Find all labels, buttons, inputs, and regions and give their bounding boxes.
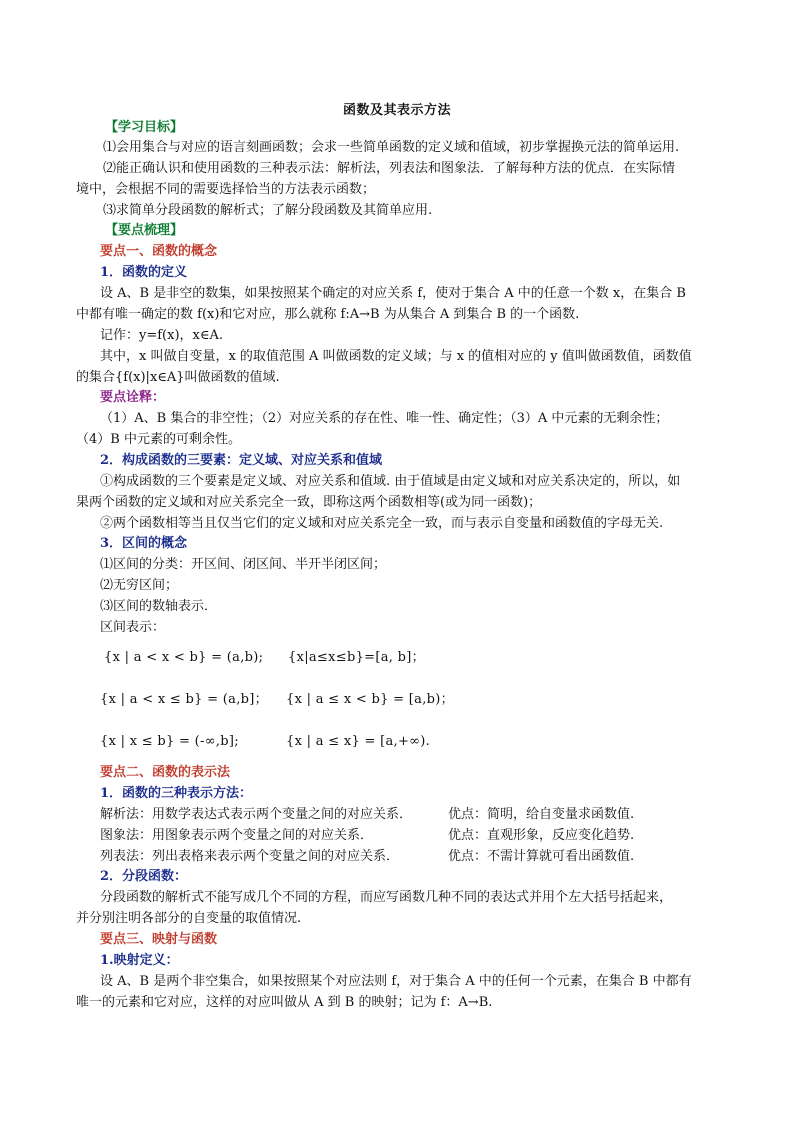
subsection-title: 2．分段函数： <box>100 869 188 884</box>
text-line: ⑶区间的数轴表示． <box>100 599 218 614</box>
section-title-mapping: 要点三、映射与函数 <box>100 932 218 947</box>
interval-formula: {x | a ≤ x < b} = [a,b)； <box>286 692 454 707</box>
text-line: 的集合{f(x)|x∈A}叫做函数的值域. <box>76 370 280 385</box>
text-line: 果两个函数的定义域和对应关系完全一致，即称这两个函数相等(或为同一函数)； <box>76 495 542 510</box>
subsection-title: 3．区间的概念 <box>100 536 188 551</box>
text-line: 并分别注明各部分的自变量的取值情况. <box>76 911 302 926</box>
text-line: ⑵无穷区间； <box>100 578 179 593</box>
section-title-representation: 要点二、函数的表示法 <box>100 765 231 780</box>
text-line: ②两个函数相等当且仅当它们的定义域和对应关系完全一致，而与表示自变量和函数值的字母无关. <box>100 516 664 531</box>
subsection-title: 1.映射定义： <box>100 953 179 968</box>
method-advantage: 优点：简明，给自变量求函数值. <box>448 807 635 822</box>
method-advantage: 优点：不需计算就可看出函数值. <box>448 849 635 864</box>
method-name: 图象法：用图象表示两个变量之间的对应关系． <box>100 828 374 843</box>
subsection-title: 1．函数的定义 <box>100 265 188 280</box>
subsection-title: 1．函数的三种表示方法： <box>100 786 253 801</box>
section-title-concept: 要点一、函数的概念 <box>100 244 218 259</box>
text-line: 记作：y=f(x)，x∈A. <box>100 328 223 343</box>
goals-header: 【学习目标】 <box>105 120 184 135</box>
text-line: ⑴区间的分类：开区间、闭区间、半开半闭区间； <box>100 557 387 572</box>
interval-formula: {x|a≤x≤b}=[a, b]； <box>288 650 425 665</box>
text-line: 其中，x 叫做自变量，x 的取值范围 A 叫做函数的定义域；与 x 的值相对应的 y 值叫做函数值，函数值 <box>100 349 692 364</box>
note-title: 要点诠释： <box>100 390 166 405</box>
doc-title: 函数及其表示方法 <box>342 103 451 118</box>
text-line: ①构成函数的三个要素是定义域、对应关系和值域. 由于值域是由定义域和对应关系决定的，所以，如 <box>100 474 681 489</box>
method-name: 解析法：用数学表达式表示两个变量之间的对应关系． <box>100 807 413 822</box>
method-name: 列表法：列出表格来表示两个变量之间的对应关系． <box>100 849 400 864</box>
subsection-title: 2．构成函数的三要素：定义域、对应关系和值域 <box>100 453 383 468</box>
text-line: 设 A、B 是非空的数集，如果按照某个确定的对应关系 f，使对于集合 A 中的任意一个数 x，在集合 B <box>100 286 686 301</box>
text-line: 分段函数的解析式不能写成几个不同的方程，而应写函数几种不同的表达式并用个左大括号括起来， <box>100 890 673 905</box>
interval-formula: {x | a < x < b} = (a,b); <box>104 650 264 665</box>
goal-line: 境中，会根据不同的需要选择恰当的方法表示函数； <box>76 182 376 197</box>
interval-formula: {x | a ≤ x} = [a,+∞). <box>286 734 431 749</box>
goal-line: ⑶求简单分段函数的解析式；了解分段函数及其简单应用. <box>103 203 433 218</box>
points-header: 【要点梳理】 <box>105 223 184 238</box>
interval-formula: {x | a < x ≤ b} = (a,b]； <box>100 692 268 707</box>
note-line: （4）B 中元素的可剩余性。 <box>76 432 241 447</box>
text-line: 唯一的元素和它对应，这样的对应叫做从 A 到 B 的映射；记为 f：A→B. <box>76 995 493 1010</box>
text-line: 区间表示： <box>100 620 166 635</box>
text-line: 中都有唯一确定的数 f(x)和它对应，那么就称 f:A→B 为从集合 A 到集合 B 的一个函数. <box>76 307 580 322</box>
method-advantage: 优点：直观形象，反应变化趋势. <box>448 828 635 843</box>
goal-line: ⑵能正确认识和使用函数的三种表示法：解析法，列表法和图象法．了解每种方法的优点．在实际情 <box>103 161 676 176</box>
note-line: （1）A、B 集合的非空性；（2）对应关系的存在性、唯一性、确定性；（3）A 中元素的无剩余性； <box>100 411 669 426</box>
goal-line: ⑴会用集合与对应的语言刻画函数；会求一些简单函数的定义域和值域，初步掌握换元法的简单运用. <box>103 140 680 155</box>
text-line: 设 A、B 是两个非空集合，如果按照某个对应法则 f，对于集合 A 中的任何一个元素，在集合 B 中都有 <box>100 974 692 989</box>
interval-formula: {x | x ≤ b} = (-∞,b]; <box>100 734 239 749</box>
